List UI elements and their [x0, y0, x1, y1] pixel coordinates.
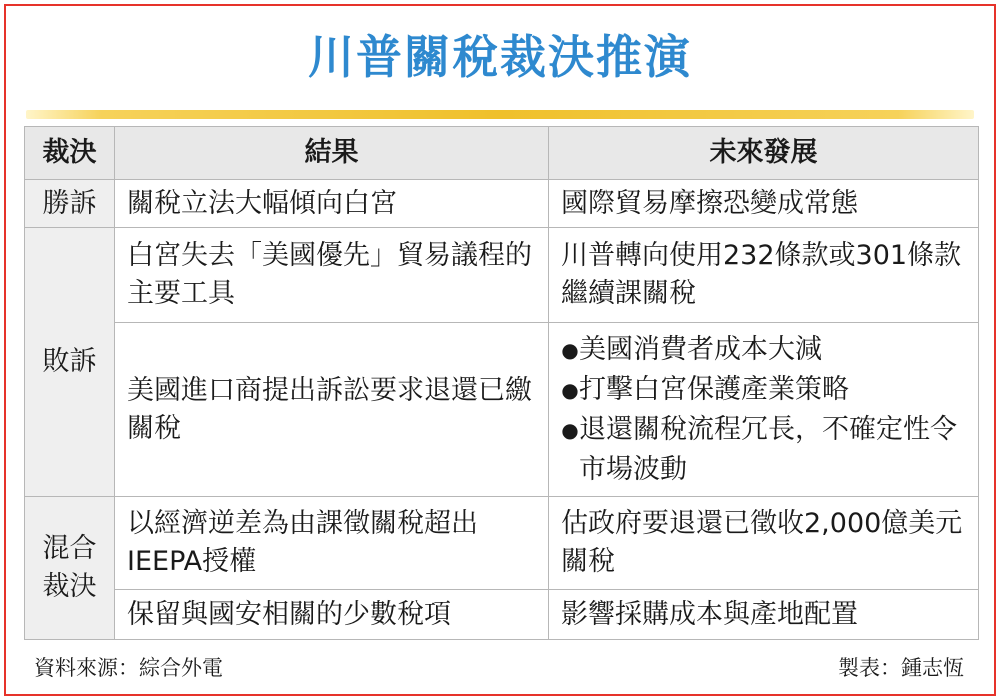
result-cell: 白宮失去「美國優先」貿易議程的主要工具 [115, 228, 549, 323]
table-row [25, 497, 979, 590]
future-cell: 影響採購成本與產地配置 [549, 590, 979, 640]
verdict-mixed: 混合裁決 [25, 497, 115, 640]
bullet-icon: ● [561, 417, 579, 442]
future-cell: 國際貿易摩擦恐變成常態 [549, 180, 979, 228]
table-row [25, 590, 979, 640]
verdict-win: 勝訴 [25, 180, 115, 228]
result-cell: 保留與國安相關的少數稅項 [115, 590, 549, 640]
bullet-icon: ● [561, 337, 579, 362]
bullet-icon: ● [561, 377, 579, 402]
bullet-text: 打擊白宮保護產業策略 [579, 373, 849, 405]
list-item [561, 410, 970, 490]
source-credit: 資料來源：綜合外電 [34, 656, 223, 680]
future-cell: 估政府要退還已徵收2,000億美元關稅 [549, 497, 979, 590]
table-row [25, 228, 979, 323]
future-cell [549, 323, 979, 497]
bullet-text: 退還關稅流程冗長，不確定性令市場波動 [579, 413, 957, 485]
table-row [25, 323, 979, 497]
header-result: 結果 [115, 127, 549, 180]
table-header-row [25, 127, 979, 180]
author-credit: 製表：鍾志恆 [838, 656, 964, 680]
infographic-frame [4, 4, 996, 696]
header-verdict: 裁決 [25, 127, 115, 180]
bullet-list [561, 330, 970, 490]
future-cell: 川普轉向使用232條款或301條款繼續課關稅 [549, 228, 979, 323]
header-future: 未來發展 [549, 127, 979, 180]
table-row [25, 180, 979, 228]
result-cell: 以經濟逆差為由課徵關稅超出IEEPA授權 [115, 497, 549, 590]
result-cell: 關稅立法大幅傾向白宮 [115, 180, 549, 228]
bullet-text: 美國消費者成本大減 [579, 333, 822, 365]
list-item [561, 330, 970, 370]
result-cell: 美國進口商提出訴訟要求退還已繳關稅 [115, 323, 549, 497]
verdict-table [24, 126, 979, 640]
list-item [561, 370, 970, 410]
page-title: 川普關稅裁決推演 [308, 30, 692, 84]
title-divider [26, 110, 974, 119]
verdict-lose: 敗訴 [25, 228, 115, 497]
